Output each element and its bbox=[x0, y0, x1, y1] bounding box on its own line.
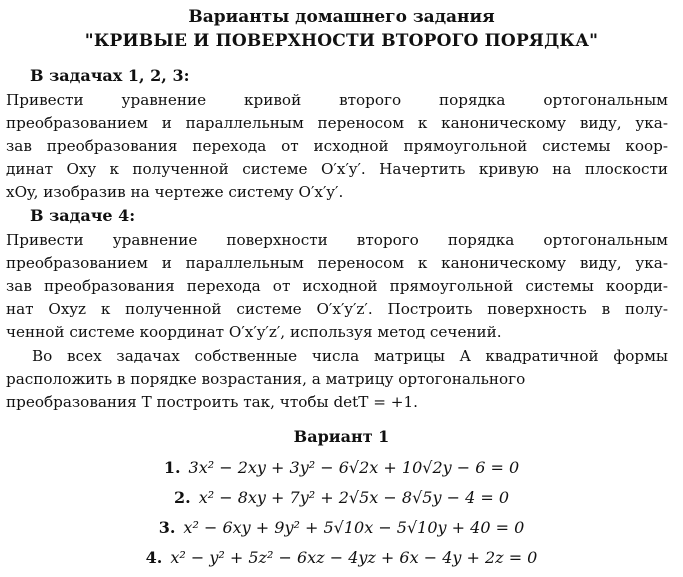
paragraph-line: нат Oxyz к полученной системе O′x′y′z′. Построить поверхность в полу- bbox=[6, 300, 668, 318]
paragraph-line: преобразованием и параллельным переносом к каноническому виду, ука- bbox=[6, 254, 668, 272]
section2-paragraph bbox=[6, 229, 668, 344]
paragraph-line: зав преобразования перехода от исходной прямоугольной системы коорди- bbox=[6, 277, 668, 295]
document-title: Варианты домашнего задания bbox=[188, 7, 495, 27]
paragraph-line: динат Oxy к полученной системе O′x′y′. Начертить кривую на плоскости bbox=[6, 160, 668, 178]
section3-paragraph bbox=[6, 345, 668, 414]
equation-number: 4. bbox=[145, 548, 163, 567]
paragraph-line: ченной системе координат O′x′y′z′, используя метод сечений. bbox=[6, 323, 502, 341]
section2-heading: В задаче 4: bbox=[30, 206, 136, 225]
paragraph-line: xOy, изобразив на чертеже систему O′x′y′. bbox=[6, 183, 344, 201]
paragraph-line: преобразованием и параллельным переносом к каноническому виду, ука- bbox=[6, 114, 668, 132]
equation-row bbox=[0, 486, 683, 510]
equation-text: 3x² − 2xy + 3y² − 6√2x + 10√2y − 6 = 0 bbox=[188, 458, 520, 477]
paragraph-line: Привести уравнение поверхности второго порядка ортогональным bbox=[6, 231, 668, 249]
equation-row bbox=[0, 516, 683, 540]
paragraph-line: расположить в порядке возрастания, а матрицу ортогонального bbox=[6, 370, 526, 388]
section1-heading: В задачах 1, 2, 3: bbox=[30, 66, 190, 85]
equation-text: x² − y² + 5z² − 6xz − 4yz + 6x − 4y + 2z = 0 bbox=[170, 548, 538, 567]
section1-paragraph bbox=[6, 89, 668, 204]
equation-number: 1. bbox=[163, 458, 181, 477]
paragraph-line: преобразования T построить так, чтобы detT = +1. bbox=[6, 393, 418, 411]
document-subtitle: "КРИВЫЕ И ПОВЕРХНОСТИ ВТОРОГО ПОРЯДКА" bbox=[84, 31, 599, 51]
paragraph-line: Во всех задачах собственные числа матрицы A квадратичной формы bbox=[32, 347, 668, 365]
equation-text: x² − 6xy + 9y² + 5√10x − 5√10y + 40 = 0 bbox=[183, 518, 525, 537]
equation-row bbox=[0, 546, 683, 570]
paragraph-line: Привести уравнение кривой второго порядка ортогональным bbox=[6, 91, 668, 109]
variant-title: Вариант 1 bbox=[293, 427, 390, 446]
equation-row bbox=[0, 456, 683, 480]
equation-text: x² − 8xy + 7y² + 2√5x − 8√5y − 4 = 0 bbox=[198, 488, 509, 507]
equation-number: 3. bbox=[158, 518, 176, 537]
equation-number: 2. bbox=[173, 488, 191, 507]
paragraph-line: зав преобразования перехода от исходной прямоугольной системы коор- bbox=[6, 137, 668, 155]
